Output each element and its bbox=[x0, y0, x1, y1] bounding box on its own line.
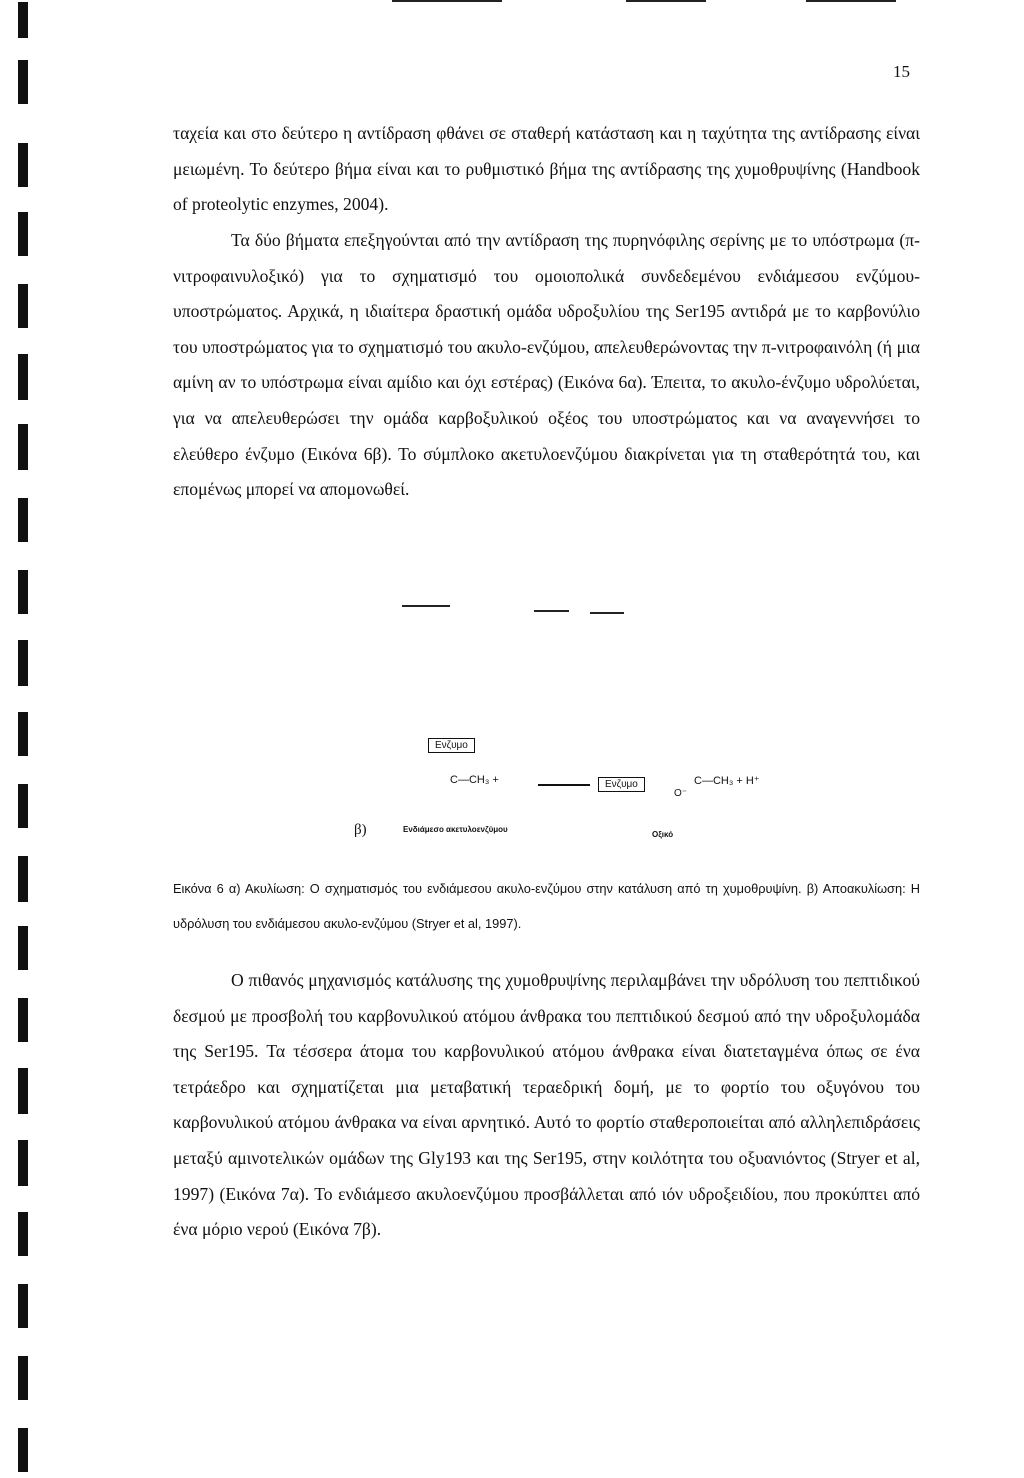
paragraph-1: ταχεία και στο δεύτερο η αντίδραση φθάνει σε σταθερή κατάσταση και η ταχύτητα της αντίδρασης είναι μειωμένη. Το δεύτερο βήμα είναι και το ρυθμιστικό βήμα της αντίδρασης της χυμοθρυψίνης (Handbook of proteolytic enzymes, 2004). bbox=[173, 123, 920, 215]
scan-rule bbox=[392, 0, 502, 2]
acid-label: Οξικό bbox=[652, 830, 674, 839]
paragraph-3 bbox=[173, 963, 920, 1248]
binder-mark bbox=[18, 1284, 28, 1328]
figure-rule bbox=[590, 612, 624, 614]
reactant-formula: C—CH₃ + bbox=[450, 774, 499, 786]
paragraph-2-text: Τα δύο βήματα επεξηγούνται από την αντίδραση της πυρηνόφιλης σερίνης με το υπόστρωμα (π-νιτροφαινυλοξικό) για το σχηματισμό του ομοιοπολικά συνδεδεμένου ενδιάμεσου ενζύμου-υποστρώματος. Αρχικά, η ιδιαίτερα δραστική ομάδα υδροξυλίου της Ser195 αντιδρά με το καρβονύλιο του υποστρώματος για το σχηματισμό του ακυλο-ενζύμου, απελευθερώνοντας την π-νιτροφαινόλη (ή μια αμίνη αν το υπόστρωμα είναι αμίδιο και όχι εστέρας) (Εικόνα 6α). Έπειτα, το ακυλο-ένζυμο υδρολύεται, για να απελευθερώσει την ομάδα καρβοξυλικού οξέος του υποστρώματος και να αναγεννήσει το ελεύθερο ένζυμο (Εικόνα 6β). Το σύμπλοκο ακετυλοενζύμου διακρίνεται για τη σταθερότητά του, και επομένως μπορεί να απομονωθεί. bbox=[173, 230, 920, 500]
binder-mark bbox=[18, 570, 28, 614]
binder-mark bbox=[18, 784, 28, 828]
figure-rule bbox=[402, 605, 450, 607]
enzyme-box-product: Ενζυμο bbox=[598, 777, 645, 792]
intermediate-label: Ενδιάμεσο ακετυλοενζύμου bbox=[403, 825, 508, 834]
binder-mark bbox=[18, 1068, 28, 1114]
scan-rule bbox=[806, 0, 896, 2]
reaction-arrow bbox=[538, 784, 590, 786]
binder-mark bbox=[18, 60, 28, 104]
enzyme-box-top: Ενζυμο bbox=[428, 738, 475, 753]
binder-mark bbox=[18, 354, 28, 400]
product-formula: C—CH₃ + H⁺ bbox=[694, 775, 760, 787]
binder-mark bbox=[18, 712, 28, 756]
binder-mark bbox=[18, 640, 28, 686]
scan-rule bbox=[626, 0, 706, 2]
binder-mark bbox=[18, 1356, 28, 1400]
binder-mark bbox=[18, 998, 28, 1042]
binder-mark bbox=[18, 926, 28, 970]
binder-mark bbox=[18, 1428, 28, 1472]
binder-mark bbox=[18, 1140, 28, 1186]
binder-mark bbox=[18, 2, 28, 38]
binder-mark bbox=[18, 1212, 28, 1256]
binder-mark bbox=[18, 284, 28, 328]
binder-mark bbox=[18, 212, 28, 256]
paragraph-2 bbox=[173, 223, 920, 508]
figure-6 bbox=[340, 600, 940, 850]
oxygen-label: O⁻ bbox=[674, 788, 688, 799]
binder-mark bbox=[18, 143, 28, 187]
figure-rule bbox=[534, 610, 569, 612]
binder-mark bbox=[18, 424, 28, 470]
beta-label: β) bbox=[354, 822, 367, 838]
figure-caption: Εικόνα 6 α) Ακυλίωση: Ο σχηματισμός του ενδιάμεσου ακυλο-ενζύμου στην κατάλυση από τη χυμοθρυψίνη. β) Αποακυλίωση: Η υδρόλυση του ενδιάμεσου ακυλο-ενζύμου (Stryer et al, 1997). bbox=[173, 881, 920, 931]
paragraph-3-text: Ο πιθανός μηχανισμός κατάλυσης της χυμοθρυψίνης περιλαμβάνει την υδρόλυση του πεπτιδικού δεσμού με προσβολή του καρβονυλικού ατόμου άνθρακα του πεπτιδικού δεσμού από την υδροξυλομάδα της Ser195. Τα τέσσερα άτομα του καρβονυλικού ατόμου άνθρακα είναι διατεταγμένα όπως σε ένα τετράεδρο και σχηματίζεται μια μεταβατική τεραεδρική δομή, με το φορτίο του οξυγόνου του καρβονυλικού ατόμου άνθρακα να είναι αρνητικό. Αυτό το φορτίο σταθεροποιείται από αλληλεπιδράσεις μεταξύ αμινοτελικών ομάδων της Gly193 και της Ser195, στην κοιλότητα του οξυανιόντος (Stryer et al, 1997) (Εικόνα 7α). Το ενδιάμεσο ακυλοενζύμου προσβάλλεται από ιόν υδροξειδίου, που προκύπτει από ένα μόριο νερού (Εικόνα 7β). bbox=[173, 970, 920, 1240]
binder-mark bbox=[18, 856, 28, 902]
page-number: 15 bbox=[893, 62, 910, 81]
binder-mark bbox=[18, 498, 28, 542]
